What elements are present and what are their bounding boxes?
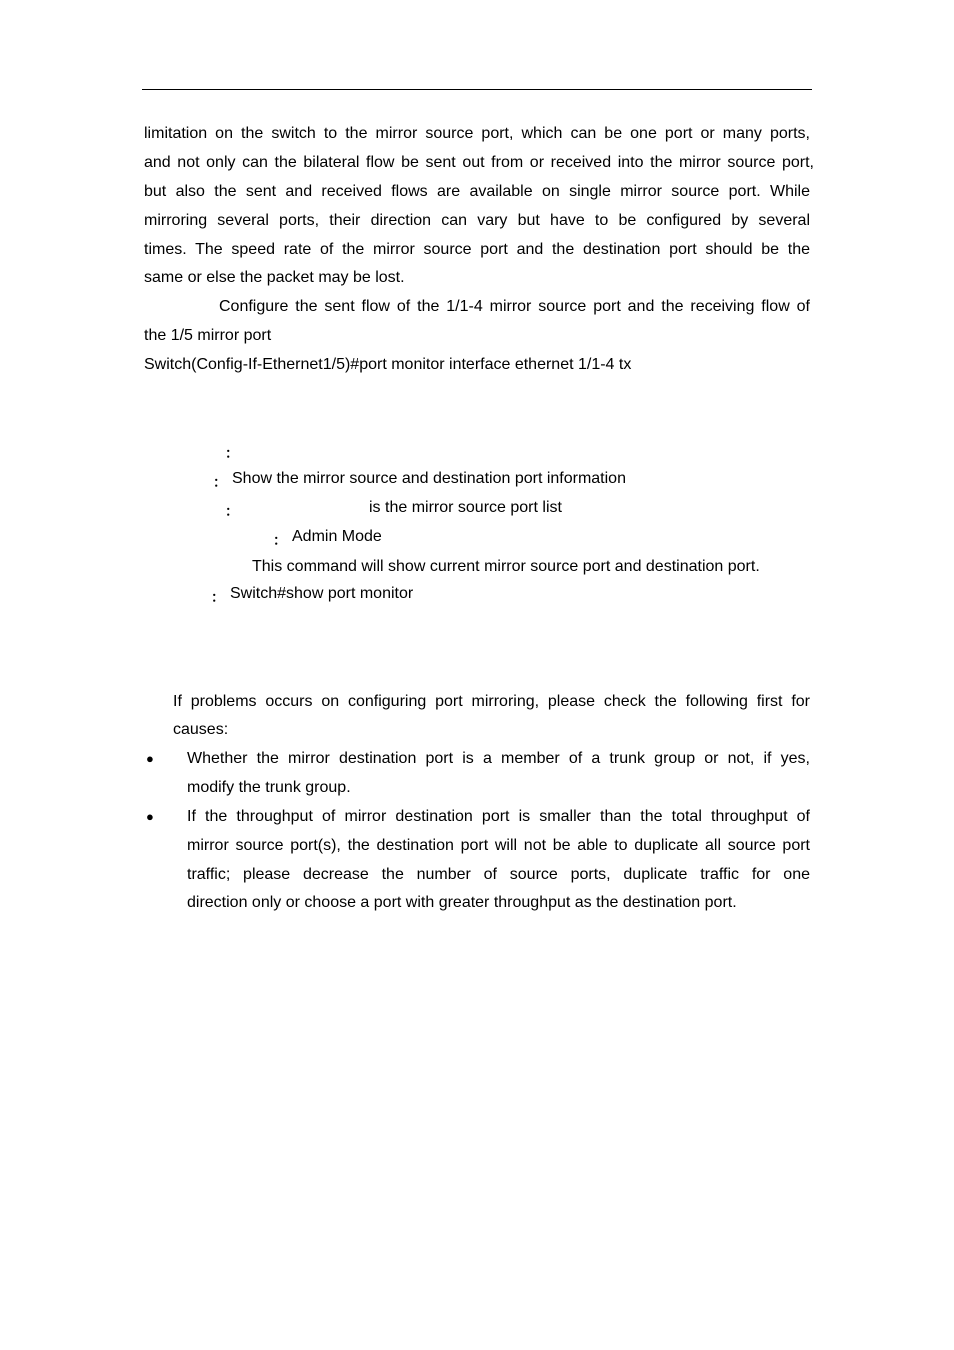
field-colon: ： [225, 503, 239, 519]
command-parameter: is the mirror source port list [369, 499, 562, 516]
header-rule [142, 89, 812, 90]
paragraph-line: mirroring several ports, their direction can vary but have to be configured by several [144, 212, 810, 229]
paragraph-line: limitation on the switch to the mirror source port, which can be one port or many ports, [144, 125, 810, 142]
example-description: the 1/5 mirror port [144, 327, 272, 344]
command-usage: This command will show current mirror source port and destination port. [252, 558, 760, 575]
bullet-icon: ● [146, 809, 154, 824]
list-item-line: modify the trunk group. [187, 779, 351, 796]
list-item-line: traffic; please decrease the number of source ports, duplicate traffic for one [187, 866, 810, 883]
paragraph-line: but also the sent and received flows are available on single mirror source port. While [144, 183, 810, 200]
field-colon: ： [213, 474, 227, 490]
list-item-line: If the throughput of mirror destination port is smaller than the total throughput of [187, 808, 810, 825]
command-function: Show the mirror source and destination port information [232, 470, 626, 487]
example-description: Configure the sent flow of the 1/1-4 mirror source port and the receiving flow of [219, 298, 810, 315]
field-colon: ： [225, 445, 239, 461]
paragraph-line: and not only can the bilateral flow be sent out from or received into the mirror source port, [144, 154, 814, 171]
paragraph-line: times. The speed rate of the mirror source port and the destination port should be the [144, 241, 810, 258]
list-item-line: Whether the mirror destination port is a member of a trunk group or not, if yes, [187, 750, 810, 767]
troubleshooting-intro: If problems occurs on configuring port mirroring, please check the following first for [173, 693, 810, 710]
list-item-line: mirror source port(s), the destination port will not be able to duplicate all source port [187, 837, 810, 854]
paragraph-line: same or else the packet may be lost. [144, 269, 405, 286]
field-colon: ： [211, 589, 225, 605]
list-item-line: direction only or choose a port with greater throughput as the destination port. [187, 894, 737, 911]
example-command: Switch(Config-If-Ethernet1/5)#port monitor interface ethernet 1/1-4 tx [144, 356, 632, 373]
command-example: Switch#show port monitor [230, 585, 414, 602]
troubleshooting-intro: causes: [173, 721, 229, 738]
field-colon: ： [273, 532, 287, 548]
bullet-icon: ● [146, 751, 154, 766]
command-mode: Admin Mode [292, 528, 382, 545]
